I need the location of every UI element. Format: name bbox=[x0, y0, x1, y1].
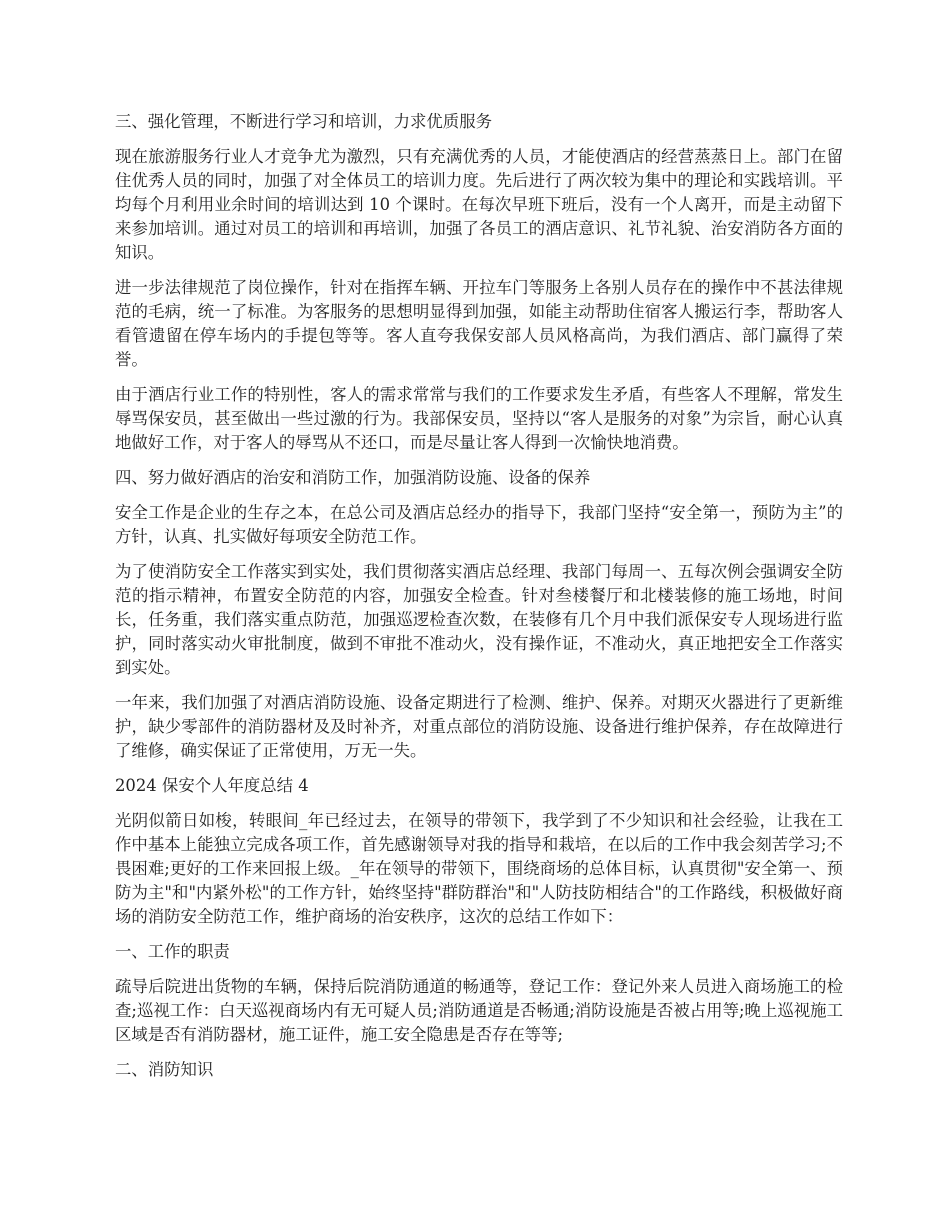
paragraph-customer-conflict: 由于酒店行业工作的特别性，客人的需求常常与我们的工作要求发生矛盾，有些客人不理解，常发生辱骂保安员，甚至做出一些过激的行为。我部保安员，坚持以“客人是服务的对象”为宗旨，耐心认真地做好工作，对于客人的辱骂从不还口，而是尽量让客人得到一次愉快地消费。 bbox=[115, 385, 843, 452]
paragraph-standardization: 进一步法律规范了岗位操作，针对在指挥车辆、开拉车门等服务上各别人员存在的操作中不甚法律规范的毛病，统一了标准。为客服务的思想明显得到加强，如能主动帮助住宿客人搬运行李，帮助客人看管遗留在停车场内的手提包等等。客人直夸我保安部人员风格高尚，为我们酒店、部门赢得了荣誉。 bbox=[115, 278, 843, 369]
section-heading-fire-knowledge: 二、消防知识 bbox=[115, 1060, 214, 1079]
summary-title: 2024 保安个人年度总结 4 bbox=[115, 776, 309, 795]
paragraph-safety-foundation: 安全工作是企业的生存之本，在总公司及酒店总经办的指导下，我部门坚持“安全第一，预防为主”的方针，认真、扎实做好每项安全防范工作。 bbox=[115, 503, 843, 546]
paragraph-duties: 疏导后院进出货物的车辆，保持后院消防通道的畅通等，登记工作：登记外来人员进入商场施工的检查;巡视工作：白天巡视商场内有无可疑人员;消防通道是否畅通;消防设施是否被占用等;晚上巡视施工区域是否有消防器材，施工证件，施工安全隐患是否存在等等; bbox=[115, 977, 843, 1044]
section-heading-duties: 一、工作的职责 bbox=[115, 942, 230, 961]
section-heading-4: 四、努力做好酒店的治安和消防工作，加强消防设施、设备的保养 bbox=[115, 468, 591, 487]
paragraph-introduction: 光阴似箭日如梭，转眼间_年已经过去，在领导的带领下，我学到了不少知识和社会经验，让我在工作中基本上能独立完成各项工作，首先感谢领导对我的指导和栽培，在以后的工作中我会刻苦学习;不畏困难;更好的工作来回报上级。_年在领导的带领下，围绕商场的总体目标，认真贯彻"安全第一、预防为主"和"内紧外松"的工作方针，始终坚持"群防群治"和"人防技防相结合"的工作路线，积极做好商场的消防安全防范工作，维护商场的治安秩序，这次的总结工作如下： bbox=[115, 811, 843, 926]
document-page bbox=[115, 110, 843, 1093]
paragraph-equipment-maintenance: 一年来，我们加强了对酒店消防设施、设备定期进行了检测、维护、保养。对期灭火器进行了更新维护，缺少零部件的消防器材及及时补齐，对重点部位的消防设施、设备进行维护保养，存在故障进行了维修，确实保证了正常使用，万无一失。 bbox=[115, 693, 843, 760]
paragraph-fire-safety-implementation: 为了使消防安全工作落实到实处，我们贯彻落实酒店总经理、我部门每周一、五每次例会强调安全防范的指示精神，布置安全防范的内容，加强安全检查。针对叁楼餐厅和北楼装修的施工场地，时间长，任务重，我们落实重点防范，加强巡逻检查次数，在装修有几个月中我们派保安专人现场进行监护，同时落实动火审批制度，做到不审批不准动火，没有操作证，不准动火，真正地把安全工作落实到实处。 bbox=[115, 562, 843, 677]
section-heading-3: 三、强化管理，不断进行学习和培训，力求优质服务 bbox=[115, 112, 492, 131]
paragraph-training: 现在旅游服务行业人才竞争尤为激烈，只有充满优秀的人员，才能使酒店的经营蒸蒸日上。部门在留住优秀人员的同时，加强了对全体员工的培训力度。先后进行了两次较为集中的理论和实践培训。平均每个月利用业余时间的培训达到 10 个课时。在每次早班下班后，没有一个人离开，而是主动留下来参加培训。通过对员工的培训和再培训，加强了各员工的酒店意识、礼节礼貌、治安消防各方面的知识。 bbox=[115, 147, 843, 262]
